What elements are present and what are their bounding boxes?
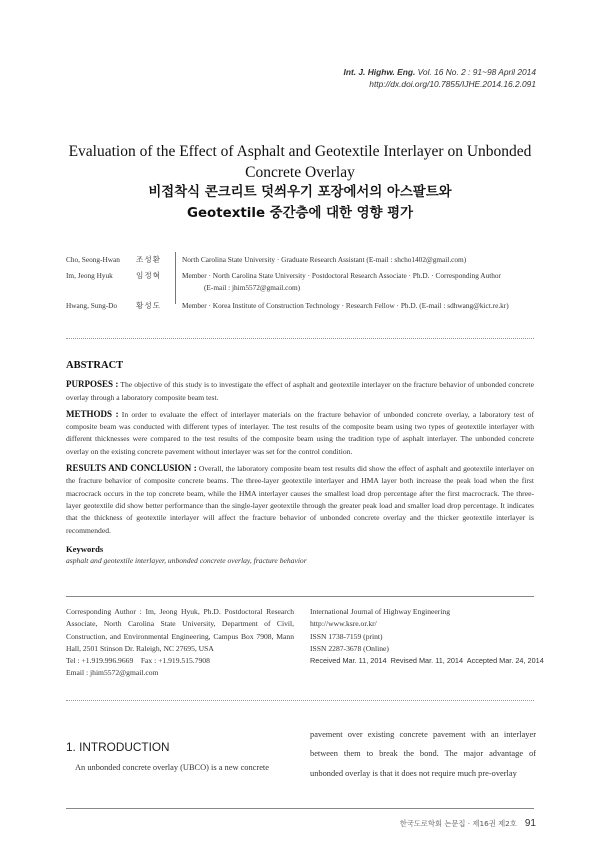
journal-info-issn-print: ISSN 1738-7159 (print) bbox=[310, 631, 383, 641]
corresponding-text: Corresponding Author : Im, Jeong Hyuk, Ph.D. Postdoctoral Research Associate, North Carolina State University, Department of Civil, Construction, and Environmental Engineering, Campus Box 7908, Mann Hall, 2501 Stinson Dr. Raleigh, NC 27695, USA bbox=[66, 607, 294, 653]
author-affiliation bbox=[176, 270, 546, 294]
doi-link[interactable]: http://dx.doi.org/10.7855/IJHE.2014.16.2.091 bbox=[369, 79, 536, 89]
intro-paragraph-col1: An unbonded concrete overlay (UBCO) is a new concrete bbox=[75, 763, 269, 772]
author-name-en: Hwang, Sung-Do bbox=[66, 301, 118, 310]
results-text: Overall, the laboratory composite beam test results did show the effect of asphalt and geotextile interlayer on the fracture behavior of composite concrete beams. The three-layer geotextile interlayer and HMA layer both increase the peak load when the first macrocrack occurs in the top concrete beam, while the HMA interlayer causes the smallest load drop percentage after the first macrocrack. The three-layer geotextile did show better performance than the single-layer geotextile through the greater peak load and smaller load drop percentage. It indicates that the thickness of geotextile interlayer will affect the fracture behavior of unbonded concrete overlay and the thicker geotextile interlayer is recommended. bbox=[66, 464, 534, 535]
paper-title-ko-line2: Geotextile 중간층에 대한 영향 평가 bbox=[186, 206, 414, 221]
author-affiliation-line1: Member · North Carolina State University · Postdoctoral Research Associate · Ph.D. · Corresponding Author bbox=[182, 271, 501, 280]
paper-title-ko-line1: 비접착식 콘크리트 덧씌우기 포장에서의 아스팔트와 bbox=[148, 185, 452, 200]
divider-solid bbox=[66, 596, 534, 597]
author-affiliation: North Carolina State University · Graduate Research Assistant (E-mail : shcho1402@gmail.com) bbox=[182, 255, 467, 264]
author-list bbox=[66, 254, 546, 312]
corresponding-tel: Tel : +1.919.996.9669 Fax : +1.919.515.7908 bbox=[66, 656, 210, 666]
footer-journal-ko: 한국도로학회 논문집 · 제16권 제2호 bbox=[399, 819, 517, 828]
journal-info-dates: Received Mar. 11, 2014 Revised Mar. 11, 2014 Accepted Mar. 24, 2014 bbox=[310, 656, 544, 666]
corresponding-email: Email : jhim5572@gmail.com bbox=[66, 668, 159, 678]
intro-paragraph-col2: pavement over existing concrete pavement with an interlayer between them to break the bond. The major advantage of unbonded overlay is that it does not require much pre-overlay bbox=[310, 730, 536, 778]
keywords-text: asphalt and geotextile interlayer, unbonded concrete overlay, fracture behavior bbox=[66, 556, 307, 566]
purposes-text: The objective of this study is to investigate the effect of asphalt and geotextile interlayer on the fracture behavior of unbonded concrete overlay through a laboratory composite beam test. bbox=[66, 380, 534, 402]
journal-info-block bbox=[310, 606, 544, 667]
journal-name: Int. J. Highw. Eng. bbox=[343, 67, 416, 77]
abstract-methods bbox=[66, 408, 534, 458]
divider-dotted bbox=[66, 338, 534, 339]
abstract-purposes bbox=[66, 378, 534, 404]
journal-info-name: International Journal of Highway Engineering bbox=[310, 607, 451, 616]
author-name-ko: 임정혁 bbox=[136, 271, 162, 280]
journal-info-issn-online: ISSN 2287-3678 (Online) bbox=[310, 643, 389, 653]
author-row bbox=[66, 300, 546, 312]
author-name-en: Im, Jeong Hyuk bbox=[66, 271, 113, 280]
methods-text: In order to evaluate the effect of interlayer materials on the fracture behavior of unbonded concrete overlay, a laboratory test of composite beam was conducted with different types of interlayer. The test results of the composite beam using two types of geotextile interlayer with different thicknesses were compared to the test results of the composite beam using the tradition type of asphalt interlayer. The unbonded concrete overlay on the existing concrete pavement without interlayer was set for the control condition. bbox=[66, 409, 534, 456]
results-label: RESULTS AND CONCLUSION : bbox=[66, 463, 197, 474]
page-footer bbox=[400, 818, 536, 829]
author-row bbox=[66, 270, 546, 294]
journal-info-url[interactable]: http://www.ksre.or.kr/ bbox=[310, 619, 377, 629]
section-heading-introduction: 1. INTRODUCTION bbox=[66, 740, 170, 754]
methods-label: METHODS : bbox=[66, 408, 119, 419]
author-affiliation: Member · Korea Institute of Construction Technology · Research Fellow · Ph.D. (E-mail : sdhwang@kict.re.kr) bbox=[182, 301, 509, 310]
paper-title-en: Evaluation of the Effect of Asphalt and Geotextile Interlayer on Unbonded Concrete Overlay bbox=[68, 143, 532, 181]
divider-dotted bbox=[66, 700, 534, 701]
purposes-label: PURPOSES : bbox=[66, 379, 119, 390]
corresponding-author-block bbox=[66, 606, 294, 680]
author-name-ko: 황성도 bbox=[136, 301, 162, 310]
abstract-section bbox=[66, 360, 534, 567]
author-row bbox=[66, 254, 546, 266]
author-affiliation-line2: (E-mail : jhim5572@gmail.com) bbox=[204, 283, 301, 292]
volume-issue: Vol. 16 No. 2 : 91~98 April 2014 bbox=[417, 67, 536, 77]
author-name-en: Cho, Seong-Hwan bbox=[66, 255, 120, 264]
journal-citation bbox=[344, 66, 536, 90]
divider-solid bbox=[66, 808, 534, 809]
page-number: 91 bbox=[524, 818, 536, 829]
keywords-heading: Keywords bbox=[66, 543, 104, 554]
author-name-ko: 조성환 bbox=[136, 255, 162, 264]
abstract-results bbox=[66, 462, 534, 537]
abstract-heading: ABSTRACT bbox=[66, 360, 124, 371]
paper-title-ko bbox=[40, 182, 560, 224]
